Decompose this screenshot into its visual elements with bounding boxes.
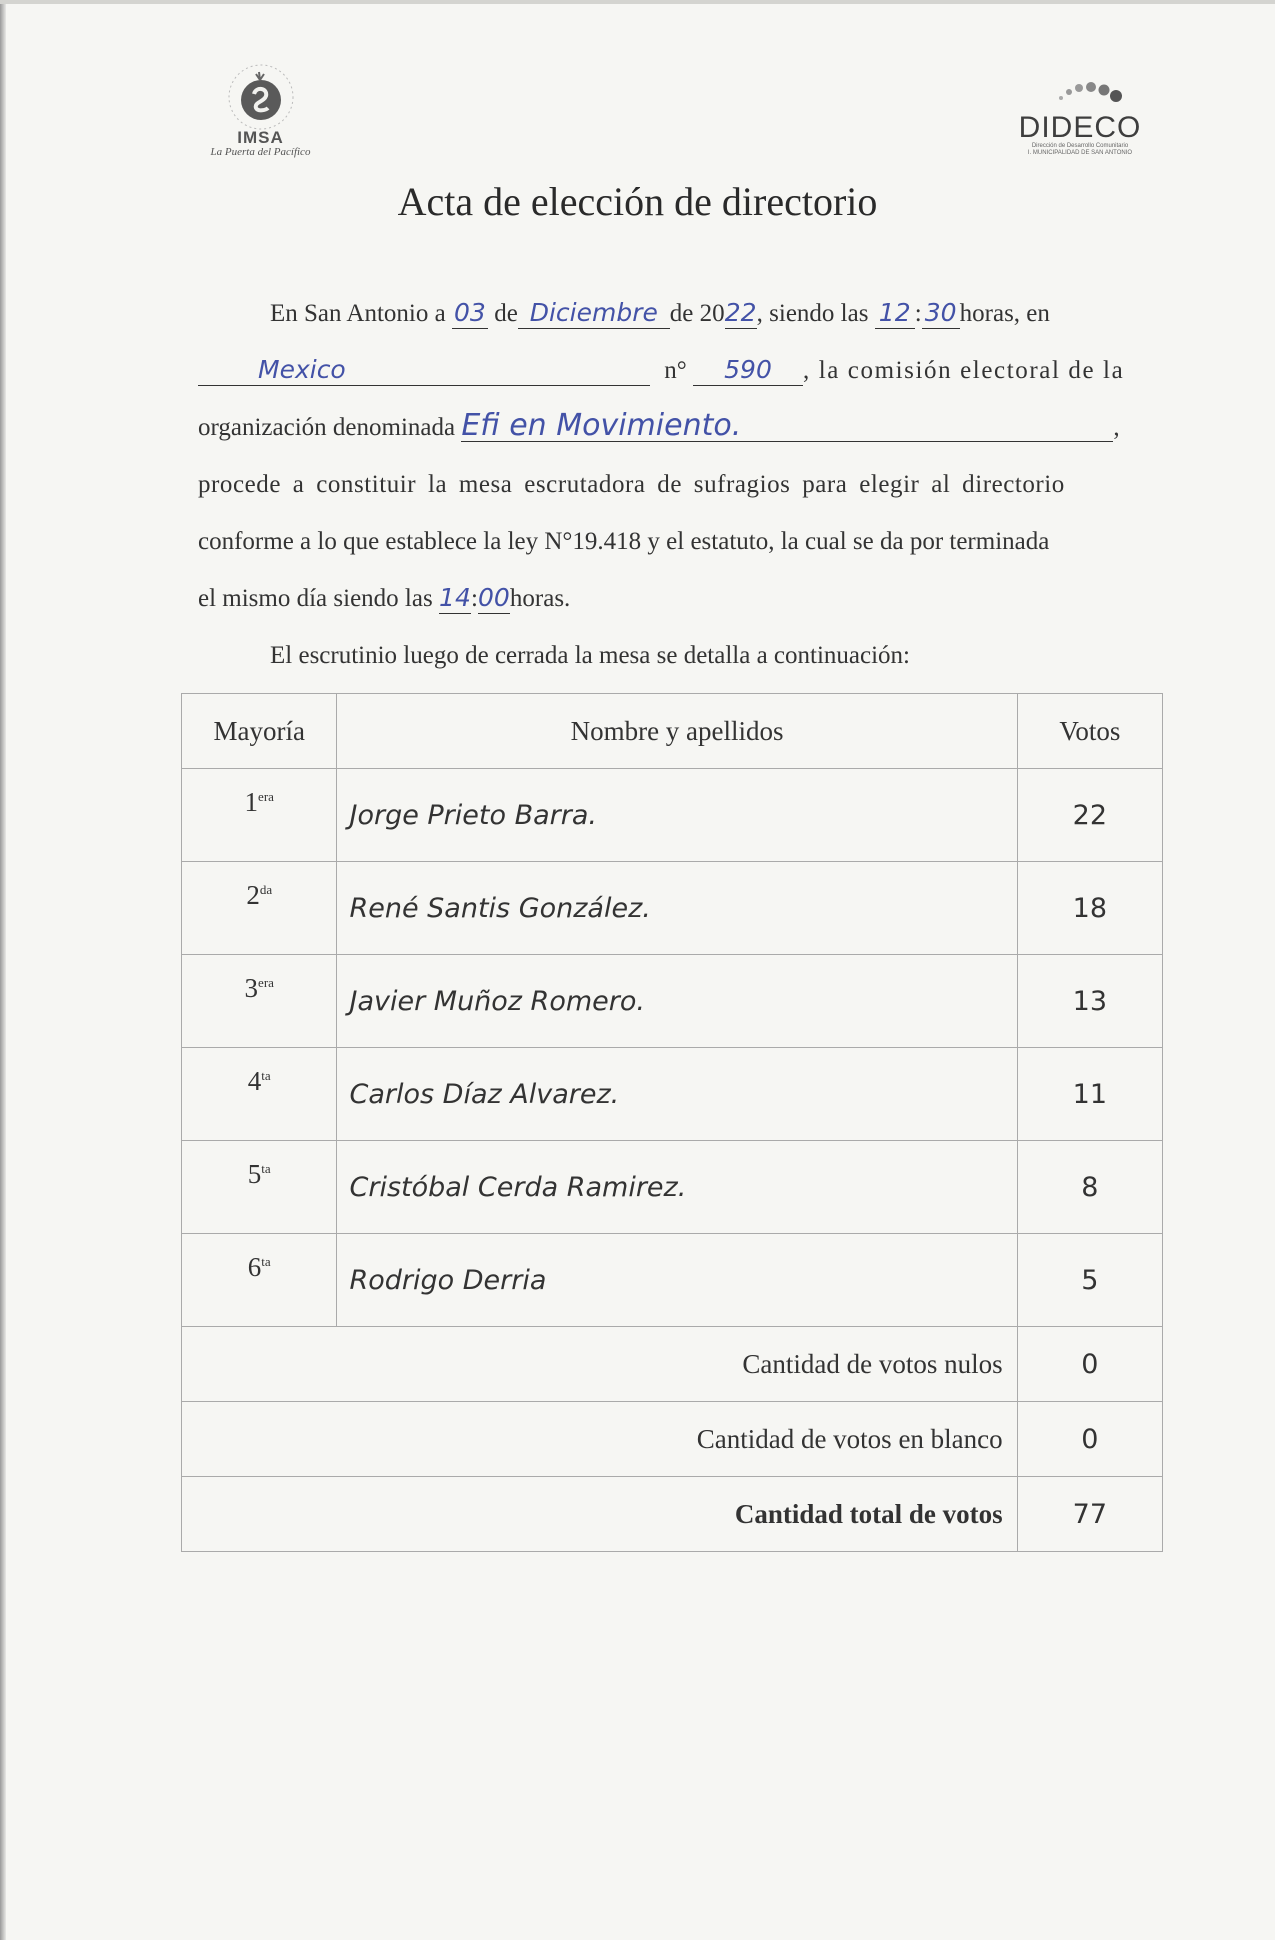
text-de-20: de 20 (669, 300, 725, 327)
table-header-row (182, 694, 1163, 769)
statement-line-5: conforme a lo que establece la ley N°19.418 y el estatuto, la cual se da por terminada (198, 528, 1050, 555)
text-colon: : (914, 300, 922, 327)
rank-suffix: ta (261, 1068, 271, 1083)
imsa-logo (198, 62, 323, 172)
dideco-subtitle-2: I. MUNICIPALIDAD DE SAN ANTONIO (1027, 150, 1133, 156)
empty-cell (182, 1402, 337, 1477)
rank-cell (182, 1048, 337, 1141)
day-field: 03 (452, 298, 488, 329)
candidate-name: Carlos Díaz Alvarez. (337, 1048, 1017, 1141)
statement-line-3 (198, 399, 1120, 456)
candidate-votes: 18 (1017, 862, 1162, 955)
text-organizacion-denominada: organización denominada (198, 414, 456, 441)
blank-votes-label: Cantidad de votos en blanco (337, 1402, 1017, 1477)
candidate-votes: 13 (1017, 955, 1162, 1048)
text-numero: n° (664, 357, 687, 384)
dideco-subtitle-1: Dirección de Desarrollo Comunitario (1031, 143, 1129, 149)
rank-cell (182, 955, 337, 1048)
blank-votes-row (182, 1402, 1163, 1477)
rank-number: 3 (244, 973, 259, 1003)
text-horas-en: horas, en (959, 300, 1050, 327)
text-colon-2: : (470, 585, 478, 612)
month-field: Diciembre (518, 298, 670, 329)
table-row (182, 1048, 1163, 1141)
header-nombre: Nombre y apellidos (337, 694, 1017, 769)
rank-suffix: ta (261, 1254, 271, 1269)
empty-cell (182, 1327, 337, 1402)
blank-votes-value: 0 (1017, 1402, 1162, 1477)
street-field: Mexico (198, 355, 650, 386)
rank-suffix: era (258, 975, 274, 990)
table-row (182, 769, 1163, 862)
start-minute-field: 30 (922, 298, 960, 329)
text-siendo-las: , siendo las (756, 300, 869, 327)
rank-number: 2 (246, 880, 260, 910)
text-horas: horas. (509, 585, 571, 612)
scan-left-edge (0, 0, 6, 1940)
table-row (182, 955, 1163, 1048)
imsa-motto: La Puerta del Pacífico (210, 146, 311, 158)
candidate-name: Jorge Prieto Barra. (337, 769, 1017, 862)
candidate-votes: 8 (1017, 1141, 1162, 1234)
text-de: de (494, 300, 518, 327)
null-votes-value: 0 (1017, 1327, 1162, 1402)
rank-suffix: da (259, 882, 273, 897)
candidate-votes: 5 (1017, 1234, 1162, 1327)
total-votes-value: 77 (1017, 1477, 1162, 1552)
end-minute-field: 00 (478, 583, 510, 612)
header-mayoria: Mayoría (182, 694, 337, 769)
imsa-name: IMSA (237, 128, 284, 147)
table-row (182, 1234, 1163, 1327)
statement-line-4: procede a constituir la mesa escrutadora de sufragios para elegir al directorio (198, 471, 1065, 498)
candidate-votes: 11 (1017, 1048, 1162, 1141)
total-votes-label: Cantidad total de votos (337, 1477, 1017, 1552)
rank-cell (182, 1234, 337, 1327)
dideco-name: DIDECO (1018, 111, 1142, 144)
rank-suffix: era (258, 789, 274, 804)
table-row (182, 1141, 1163, 1234)
rank-cell (182, 1141, 337, 1234)
total-votes-row (182, 1477, 1163, 1552)
imsa-seal-icon (226, 62, 296, 132)
text-mismo-dia: el mismo día siendo las (198, 585, 433, 612)
rank-cell (182, 769, 337, 862)
table-row (182, 862, 1163, 955)
rank-cell (182, 862, 337, 955)
scan-top-edge (0, 0, 1275, 4)
page-title: Acta de elección de directorio (397, 179, 878, 224)
statement-line-2 (198, 342, 1124, 399)
dideco-logo (1012, 78, 1148, 168)
candidate-name: Rodrigo Derria (337, 1234, 1017, 1327)
text-en-san-antonio: En San Antonio a (270, 300, 446, 327)
year-field: 22 (724, 298, 757, 327)
vote-count-table (181, 693, 1163, 1552)
candidate-name: René Santis González. (337, 862, 1017, 955)
street-number-field: 590 (693, 355, 803, 386)
header-votos: Votos (1017, 694, 1162, 769)
text-comision-electoral: , la comisión electoral de la (803, 357, 1125, 384)
text-comma: , (1113, 414, 1120, 441)
end-hour-field: 14 (439, 583, 471, 612)
statement-line-7: El escrutinio luego de cerrada la mesa se detalla a continuación: (270, 642, 911, 669)
rank-number: 1 (244, 787, 259, 817)
statement-line-6 (198, 570, 570, 627)
candidate-name: Javier Muñoz Romero. (337, 955, 1017, 1048)
dideco-logo-icon (1025, 78, 1135, 104)
rank-suffix: ta (261, 1161, 271, 1176)
candidate-name: Cristóbal Cerda Ramirez. (337, 1141, 1017, 1234)
statement-line-1 (270, 285, 1050, 342)
rank-number: 4 (247, 1066, 262, 1096)
organization-name-field: Efi en Movimiento. (461, 411, 1113, 442)
null-votes-label: Cantidad de votos nulos (337, 1327, 1017, 1402)
rank-number: 5 (247, 1159, 262, 1189)
rank-number: 6 (247, 1252, 262, 1282)
candidate-votes: 22 (1017, 769, 1162, 862)
empty-cell (182, 1477, 337, 1552)
start-hour-field: 12 (875, 298, 915, 329)
null-votes-row (182, 1327, 1163, 1402)
